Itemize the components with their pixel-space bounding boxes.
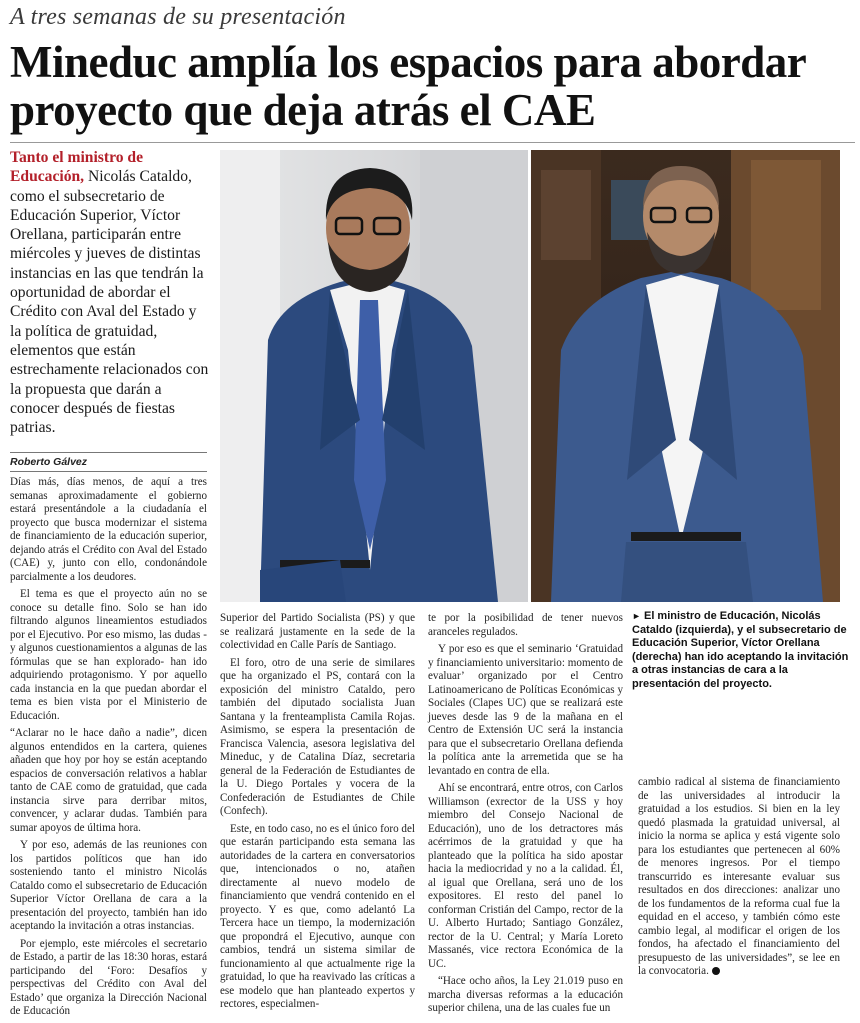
col1-paragraph: El tema es que el proyecto aún no se conoce su detalle fino. Solo se han ido filtrando algunos lineamientos estudiados por el Ejecutivo. Por eso mismo, las dudas -y algunos cuestionamientos a algunas de las fórmulas que se han explorado- han ido adquiriendo protagonismo. Y por aquello cada instancia en la que puedan abordar el tema es bien vista por el Ministerio de Educación. <box>10 588 207 722</box>
photo-minister <box>220 150 528 602</box>
photo-caption <box>632 610 854 692</box>
article-column-2 <box>220 612 415 1016</box>
lead-paragraph <box>10 148 210 437</box>
col3-paragraph: Y por eso es que el seminario ‘Gratuidad y financiamiento universitario: momento de evaluar’ organizado por el Centro Latinoamericano de Políticas Económicas y Sociales (Clapes UC) que se realizará este jueves desde las 9 de la mañana en el Centro de Extensión UC será la instancia para que el subsecretario Orellana defienda la política ante la arremetida que se ha levantado en contra de ella. <box>428 643 623 777</box>
lead-highlight: Tanto el ministro de Educación, <box>10 149 143 186</box>
byline-bottom-rule <box>10 471 207 472</box>
col1-paragraph: Y por eso, además de las reuniones con los partidos políticos que han ido sosteniendo tanto el ministro Nicolás Cataldo como el subsecretario de Educación Superior Víctor Orellana de cara a la presentación del proyecto, también han ido aceptando la invitación a otras instancias. <box>10 839 207 932</box>
headline-rule <box>10 142 855 143</box>
col3-paragraph: “Hace ocho años, la Ley 21.019 puso en marcha diversas reformas a la educación superior chilena, una de las cuales fue un <box>428 975 623 1014</box>
end-mark-icon <box>712 967 720 975</box>
caption-marker: ► <box>632 611 641 621</box>
col2-paragraph: Superior del Partido Socialista (PS) y que se realizará justamente en la sede de la colectividad en Calle París de Santiago. <box>220 612 415 651</box>
col2-paragraph: Este, en todo caso, no es el único foro del que estarán participando esta semana las autoridades de la cartera en conversatorios que, intencionados o no, atañen directamente al nuevo modelo de financiamiento que vendrá contenido en el proyecto. Y es que, como adelantó La Tercera hace un tiempo, la modernización que propondrá el Ejecutivo, aunque con cambios, tendrá un sistema similar de funcionamiento al que actualmente rige la gratuidad, lo que ha reavivado las críticas a ese modelo que han planteado expertos y rectores, especialmen- <box>220 822 415 1010</box>
headline: Mineduc amplía los espacios para abordar proyecto que deja atrás el CAE <box>10 37 806 135</box>
col1-paragraph: “Aclarar no le hace daño a nadie”, dicen algunos entendidos en la cartera, quienes añaden que hoy por hoy se están aceptando espacios de conversación relativos a hablar tanto de CAE como de gratuidad, que cada instancia sirve para derribar mitos, convencer, y aclarar dudas. También para sumar apoyos de última hora. <box>10 727 207 834</box>
photo-subsecretary <box>531 150 840 602</box>
lead-text: Nicolás Cataldo, como el subsecretario de Educación Superior, Víctor Orellana, participarán entre miércoles y jueves de distintas instancias en las que tendrán la oportunidad de abordar el Crédito con Aval del Estado y la política de gratuidad, elementos que están estrechamente relacionados con la propuesta que darán a conocer después de fiestas patrias. <box>10 168 209 437</box>
col3-paragraph: te por la posibilidad de tener nuevos aranceles regulados. <box>428 612 623 638</box>
byline-top-rule <box>10 452 207 453</box>
article-column-4 <box>638 776 840 983</box>
col3-paragraph: Ahí se encontrará, entre otros, con Carlos Williamson (exrector de la USS y hoy miembro del Consejo Nacional de Educación), uno de los detractores más acérrimos de la gratuidad y que ha planteado que la política ha sido apostar hacia la mediocridad y no a la calidad. Él, al igual que Orellana, será uno de los expositores. El resto del panel lo conforman Cristián del Campo, rector de la U. Alberto Hurtado; Santiago González, rector de la U. Central; y María Loreto Massanés, vice rectora Económica de la UC. <box>428 782 623 970</box>
col1-paragraph: Días más, días menos, de aquí a tres semanas aproximadamente el gobierno estará presentándole a la ciudadanía el proyecto que busca modernizar el sistema de financiamiento de la educación superior, dejando atrás el Crédito con Aval del Estado (CAE) y, junto con ello, condonándole parcialmente a los deudores. <box>10 476 207 583</box>
col4-paragraph <box>638 776 840 979</box>
kicker: A tres semanas de su presentación <box>10 4 346 30</box>
article-column-3 <box>428 612 623 1020</box>
caption-text: El ministro de Educación, Nicolás Cataldo (izquierda), y el subsecretario de Educación Superior, Víctor Orellana (derecha) han ido aceptando la invitación a otras instancias de cara a la presentación del proyecto. <box>632 610 849 690</box>
col2-paragraph: El foro, otro de una serie de similares que ha organizado el PS, contará con la exposición del ministro Cataldo, pero también del diputado socialista Juan Santana y la frenteamplista Camila Rojas. Asimismo, se espera la presentación de Francisca Valencia, asesora legislativa del Mineduc, y de Catalina Díaz, secretaria general de la Federación de Estudiantes de la U. Diego Portales y vocera de la Confederación de Estudiantes de Chile (Confech). <box>220 656 415 817</box>
col1-paragraph: Por ejemplo, este miércoles el secretario de Estado, a partir de las 18:30 horas, estará participando del ‘Foro: Desafíos y perspectivas del Crédito con Aval del Estado’ que organiza la Dirección Nacional de Educación <box>10 937 207 1017</box>
article-column-1 <box>10 476 207 1023</box>
byline: Roberto Gálvez <box>10 456 88 468</box>
col4-text: cambio radical al sistema de financiamiento de las universidades al introducir la gratuidad a los estudios. Si bien en la ley quedó plasmada la gratuidad universal, al inicio la norma se aplica y está vigente solo para los estudiantes que pertenecen al 60% de menores ingresos. Por el tiempo transcurrido es interesante evaluar sus resultados en dos direcciones: analizar uno de los fundamentos de la reforma cual fue la equidad en el acceso, y también cómo este cambio legal, al modificar el origen de los fondos, ha afectado el financiamiento del presupuesto de las universidades”, se lee en la convocatoria. <box>638 776 840 977</box>
